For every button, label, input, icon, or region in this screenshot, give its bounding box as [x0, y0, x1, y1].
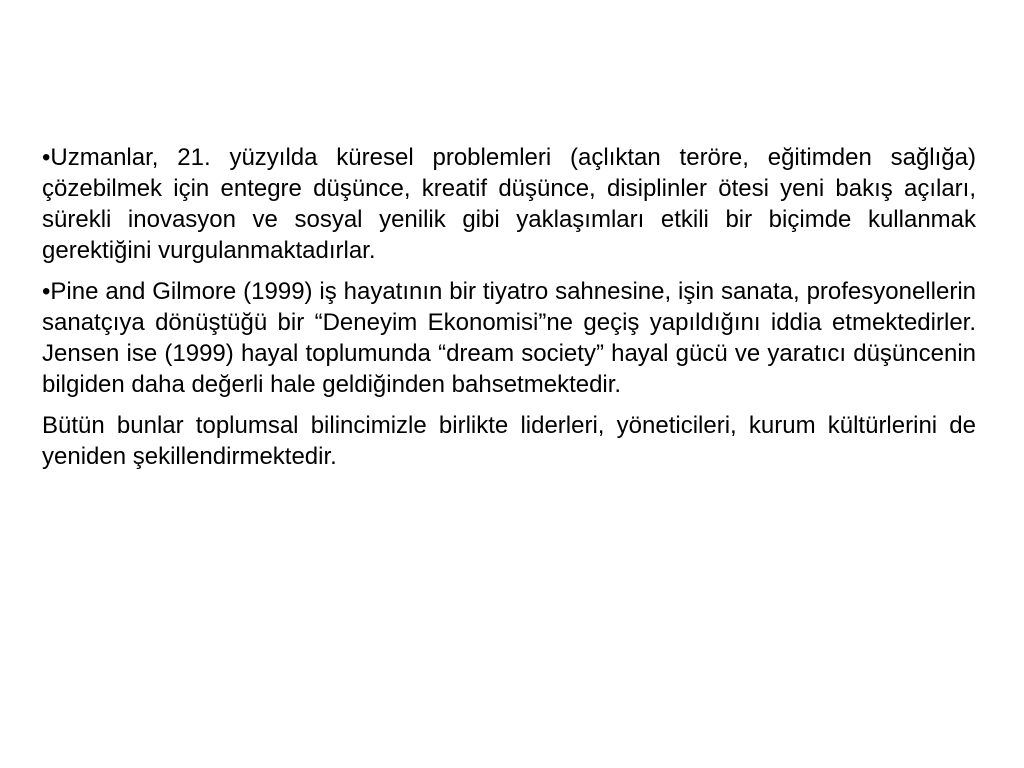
paragraph-conclusion: Bütün bunlar toplumsal bilincimizle birlikte liderleri, yöneticileri, kurum kültürlerini de yeniden şekillendirmektedir.: [42, 412, 976, 470]
paragraph-pine-gilmore: •Pine and Gilmore (1999) iş hayatının bir tiyatro sahnesine, işin sanata, profesyonellerin sanatçıya dönüştüğü bir “Deneyim Ekonomisi”ne geçiş yapıldığını iddia etmektedirler. Jensen ise (1999) hayal toplumunda “dream society” hayal gücü ve yaratıcı düşüncenin bilgiden daha değerli hale geldiğinden bahsetmektedir.: [42, 278, 976, 398]
slide-body: [42, 142, 976, 482]
paragraph-experts: •Uzmanlar, 21. yüzyılda küresel problemleri (açlıktan teröre, eğitimden sağlığa) çözebilmek için entegre düşünce, kreatif düşünce, disiplinler ötesi yeni bakış açıları, sürekli inovasyon ve sosyal yenilik gibi yaklaşımları etkili bir biçimde kullanmak gerektiğini vurgulanmaktadırlar.: [42, 144, 976, 264]
